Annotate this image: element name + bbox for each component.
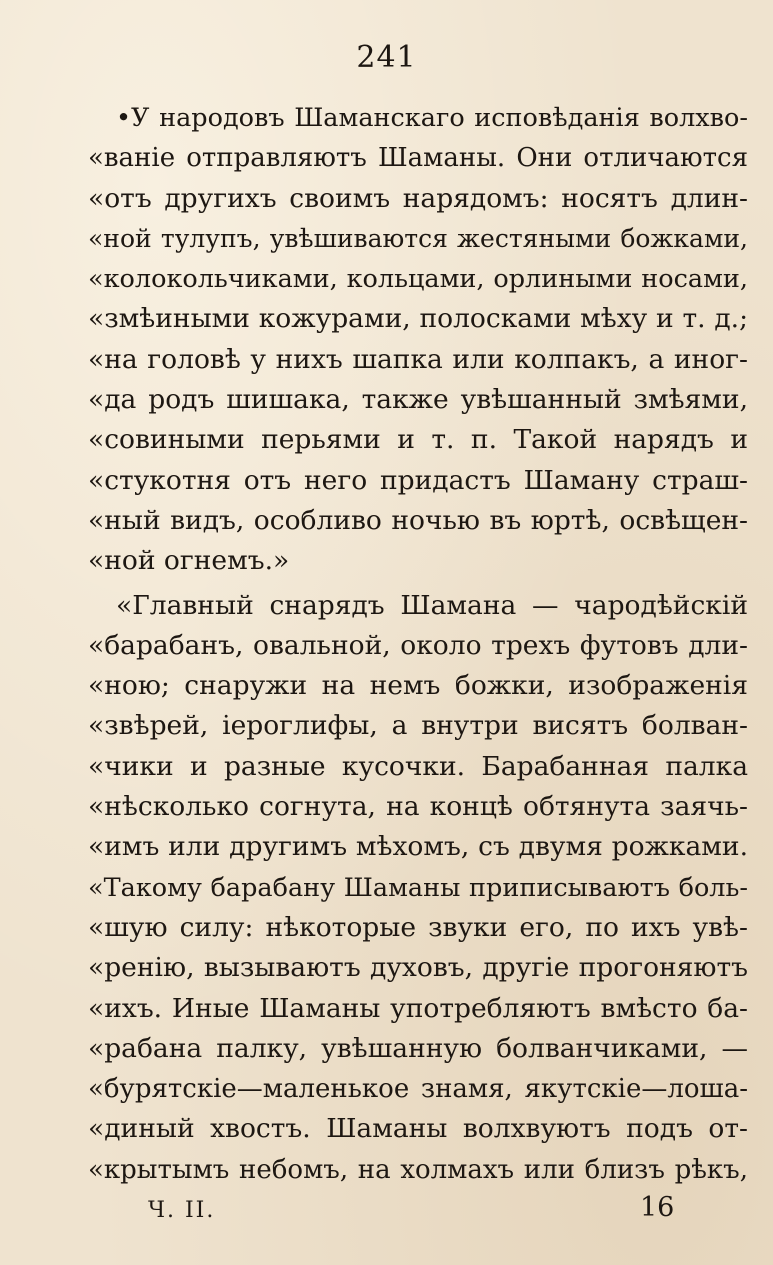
text-line: «ной тулупъ, увѣшиваются жестяными божками, xyxy=(88,223,748,253)
text-line: «чики и разные кусочки. Барабанная палка xyxy=(88,750,748,782)
text-line: «нѣсколько согнута, на концѣ обтянута заячь- xyxy=(88,791,748,823)
text-line: «барабанъ, овальной, около трехъ футовъ дли- xyxy=(88,629,748,661)
text-line: «ною; снаружи на немъ божки, изображенія xyxy=(88,670,748,702)
text-line: «Главный снарядъ Шамана — чародѣйскій xyxy=(116,589,748,621)
text-line: «звѣрей, іероглифы, а внутри висятъ болван- xyxy=(88,710,748,742)
text-line: «ваніе отправляютъ Шаманы. Они отличаются xyxy=(88,143,748,174)
text-line: «шую силу: нѣкоторые звуки его, по ихъ увѣ- xyxy=(88,911,748,943)
text-line: «Такому барабану Шаманы приписываютъ боль- xyxy=(88,872,748,903)
page-number: 241 xyxy=(356,40,417,75)
page-footer xyxy=(0,1192,773,1232)
text-line: «ренію, вызываютъ духовъ, другіе прогоняютъ xyxy=(88,952,748,984)
text-line: «ной огнемъ.» xyxy=(88,545,290,577)
text-line: «имъ или другимъ мѣхомъ, съ двумя рожками. xyxy=(88,831,748,863)
text-line: «змѣиными кожурами, полосками мѣху и т. д.; xyxy=(88,303,748,335)
text-line: «ихъ. Иные Шаманы употребляютъ вмѣсто ба- xyxy=(88,992,748,1024)
text-line: «да родъ шишака, также увѣшанный змѣями, xyxy=(88,384,748,416)
body-text xyxy=(88,98,748,1190)
sheet-number: 16 xyxy=(640,1192,675,1223)
text-line: «колокольчиками, кольцами, орлиными носами, xyxy=(88,264,748,295)
text-line: «диный хвостъ. Шаманы волхвуютъ подъ от- xyxy=(88,1113,748,1145)
text-line: «бурятскіе—маленькое знамя, якутскіе—лоша- xyxy=(88,1074,748,1105)
text-line: «совиными перьями и т. п. Такой нарядъ и xyxy=(88,424,748,456)
text-line: «крытымъ небомъ, на холмахъ или близъ рѣкъ, xyxy=(88,1154,748,1185)
text-line: «стукотня отъ него придастъ Шаману страш- xyxy=(88,464,748,496)
text-line: «ный видъ, особливо ночью въ юртѣ, освѣщен- xyxy=(88,504,748,536)
text-line: «отъ другихъ своимъ нарядомъ: носятъ длин- xyxy=(88,182,748,214)
signature-mark: Ч. II. xyxy=(148,1198,216,1223)
text-line: «на головѣ у нихъ шапка или колпакъ, а иног- xyxy=(88,343,748,375)
text-line: «рабана палку, увѣшанную болванчиками, — xyxy=(88,1032,748,1064)
text-line: •У народовъ Шаманскаго исповѣданія волхво- xyxy=(116,103,748,133)
